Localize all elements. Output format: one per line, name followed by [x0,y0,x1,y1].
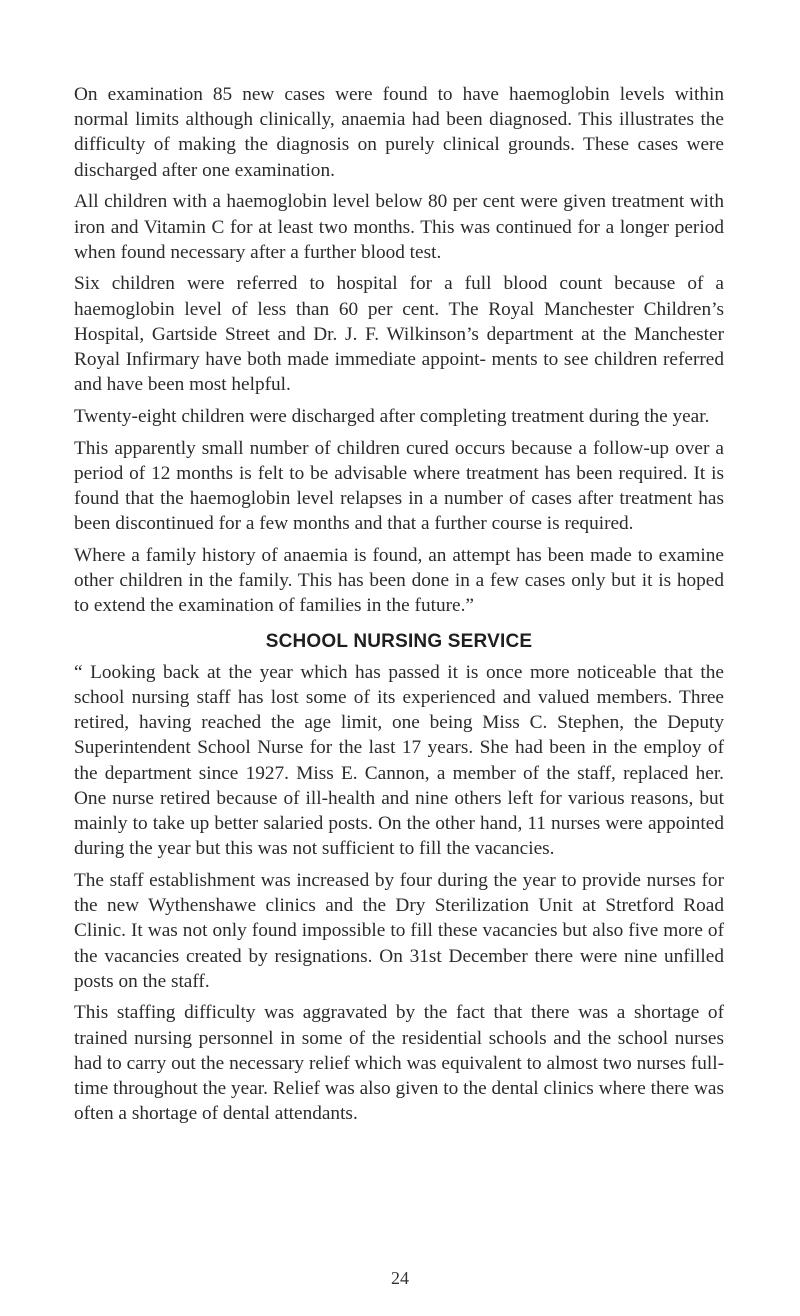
paragraph: The staff establishment was increased by four during the year to provide nurses for the new Wythenshawe clinics and the Dry Sterilization Unit at Stretford Road Clinic. It was not only found impossible to fill these vacancies but also five more of the vacancies created by resignations. On 31st December there were nine unfilled posts on the staff. [74,869,724,992]
paragraph: Six children were referred to hospital for a full blood count because of a haemoglobin level of less than 60 per cent. The Royal Manchester Children’s Hospital, Gartside Street and Dr. J. F. Wilkinson’s department at the Manchester Royal Infirmary have both made immediate appoint- ments to see children referred and have been most helpful. [74,273,724,396]
page-number: 24 [391,1268,409,1288]
paragraph: All children with a haemoglobin level below 80 per cent were given treatment with iron and Vitamin C for at least two months. This was continued for a longer period when found necessary after a further blood test. [74,191,724,263]
document-page [74,82,724,1133]
section-heading: SCHOOL NURSING SERVICE [265,630,533,652]
paragraph: This apparently small number of children cured occurs because a follow-up over a period of 12 months is felt to be advisable where treatment has been required. It is found that the haemoglobin level relapses in a number of cases after treatment has been discontinued for a few months and that a further course is required. [74,437,724,535]
paragraph: On examination 85 new cases were found to have haemoglobin levels within normal limits although clinically, anaemia had been diagnosed. This illustrates the difficulty of making the diagnosis on purely clinical grounds. These cases were discharged after one examination. [74,84,724,181]
school-nursing-section [74,629,724,1127]
paragraph: Twenty-eight children were discharged after completing treatment during the year. [74,405,710,427]
paragraph: Where a family history of anaemia is found, an attempt has been made to examine other children in the family. This has been done in a few cases only but it is hoped to extend the examination of families in the future.” [74,544,724,617]
paragraph: This staffing difficulty was aggravated by the fact that there was a shortage of trained nursing personnel in some of the residential schools and the school nurses had to carry out the necessary relief which was equivalent to almost two nurses full-time throughout the year. Relief was also given to the dental clinics where there was often a shortage of dental attendants. [74,1002,724,1125]
anaemia-section [74,82,724,619]
paragraph: “ Looking back at the year which has passed it is once more noticeable that the school nursing staff has lost some of its experienced and valued members. Three retired, having reached the age limit, one being Miss C. Stephen, the Deputy Superintendent School Nurse for the last 17 years. She had been in the employ of the department since 1927. Miss E. Cannon, a member of the staff, replaced her. One nurse retired because of ill-health and nine others left for various reasons, but mainly to take up better salaried posts. On the other hand, 11 nurses were appointed during the year but this was not sufficient to fill the vacancies. [74,661,724,860]
